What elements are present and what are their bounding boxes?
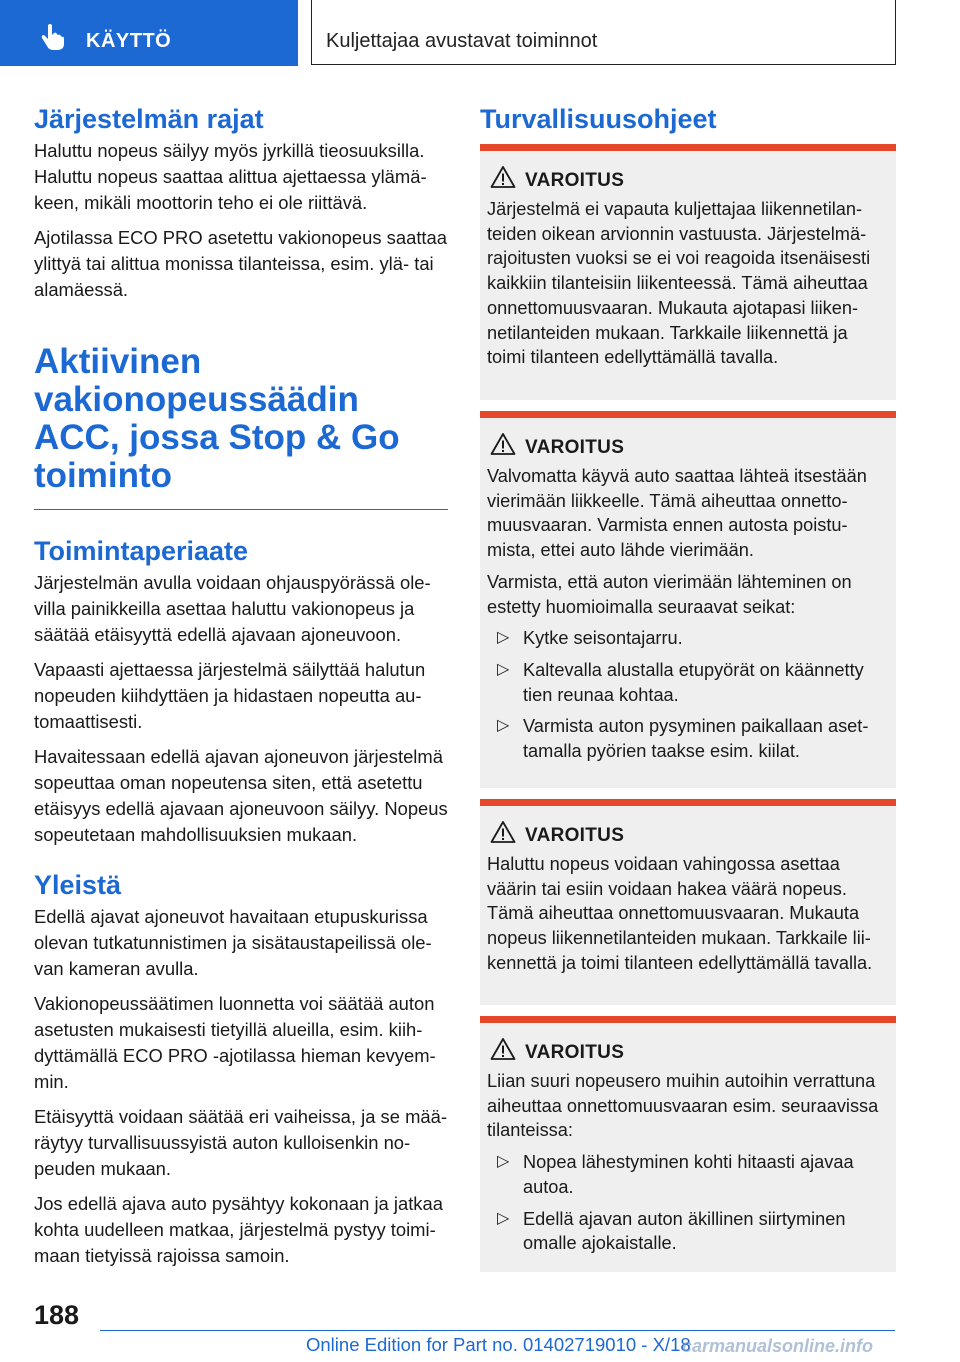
warning-triangle-icon (490, 432, 516, 456)
principle-paragraph: Havaitessaan edellä ajavan ajoneuvon järjestelmä sopeuttaa oman nopeutensa siten, että asetettu etäisyys edellä ajavaan ajoneuvoon säilyy. Nopeus sopeutetaan mahdollisuuksien mukaan. (34, 746, 448, 845)
list-item: ▷ Kytke seisontajarru. (487, 626, 888, 651)
general-paragraph: Edellä ajavat ajoneuvot havaitaan etupuskurissa olevan tutkatunnistimen ja sisätaustapeilissä olevan kameran avulla. (34, 906, 432, 979)
warning-label: VAROITUS (525, 1042, 625, 1063)
list-item: ▷ Nopea lähestyminen kohti hitaasti ajavaa autoa. (497, 1152, 854, 1197)
bullet-list (487, 1150, 888, 1256)
warning-box (480, 411, 896, 788)
warning-text: Haluttu nopeus voidaan vahingossa asettaa väärin tai esiin voidaan hakea väärä nopeus. Tämä aiheuttaa onnettomuusvaaran. Mukauta nopeus liikennetilanteiden mukaan. Tarkkaile liikennettä ja toimi tilanteen edellyttämällä tavalla. (487, 854, 873, 973)
principle-paragraph: Järjestelmän avulla voidaan ohjauspyörässä olevilla painikkeilla asettaa haluttu vakionopeus ja säätää etäisyyttä edellä ajavaan ajoneuvoon. (34, 572, 431, 645)
warning-box (480, 144, 896, 400)
warning-text: Valvomatta käyvä auto saattaa lähteä itsestään vierimään liikkeelle. Tämä aiheuttaa onnettomuusvaaran. Varmista ennen autosta poistumista, ettei auto lähde vierimään. (487, 466, 867, 561)
principle-heading: Toimintaperiaate (34, 536, 249, 566)
watermark: carmanualsonline.info (682, 1336, 874, 1356)
general-paragraph: Jos edellä ajava auto pysähtyy kokonaan ja jatkaa kohta uudelleen matkaa, järjestelmä pystyy toimimaan tietyissä rajoissa samoin. (34, 1193, 443, 1266)
section-tab[interactable] (0, 0, 298, 66)
hand-pointer-icon (38, 22, 68, 52)
list-item: ▷ Edellä ajavan auton äkillinen siirtyminen omalle ajokaistalle. (497, 1208, 846, 1254)
triangle-bullet-icon: ▷ (497, 1209, 510, 1227)
warning-label: VAROITUS (525, 170, 625, 191)
warning-box (480, 1016, 896, 1272)
warning-label: VAROITUS (525, 825, 625, 846)
limits-paragraph: Haluttu nopeus säilyy myös jyrkillä tieosuuksilla. Haluttu nopeus saattaa alittua ajettaessa ylämäkeen, mikäli moottorin teho ei ole riittävä. (34, 140, 427, 213)
chapter-header (311, 0, 896, 65)
warning-triangle-icon (490, 1037, 516, 1061)
bullet-list (487, 626, 888, 764)
principle-paragraph: Vapaasti ajettaessa järjestelmä säilyttää halutun nopeuden kiihdyttäen ja hidastaen nopeutta automaattisesti. (34, 659, 426, 732)
warning-text: Järjestelmä ei vapauta kuljettajaa liikennetilanteiden oikean arvionnin vastuusta. Järjestelmärajoitusten vuoksi se ei voi reagoida itsenäisesti kaikkiin tilanteisiin liikenteessä. Tämä aiheuttaa onnettomuusvaaran. Mukauta ajotapasi liikennetilanteiden mukaan. Tarkkaile liikennettä ja toimi tilanteen edellyttämällä tavalla. (487, 199, 871, 368)
right-column (480, 100, 896, 1254)
general-paragraph: Vakionopeussäätimen luonnetta voi säätää auton asetusten mukaisesti tietyillä alueilla, esim. kiihdyttämällä ECO PRO -ajotilassa hieman kevyemmin. (34, 993, 436, 1092)
limits-paragraph: Ajotilassa ECO PRO asetettu vakionopeus saattaa ylittyä tai alittua monissa tilanteissa, esim. ylä- tai alamäessä. (34, 227, 447, 300)
warning-text: Varmista, että auton vierimään lähteminen on estetty huomioimalla seuraavat seikat: (487, 571, 852, 617)
list-item: ▷ Varmista auton pysyminen paikallaan asettamalla pyörien taakse esim. kiilat. (497, 716, 869, 762)
edition-text: Online Edition for Part no. 01402719010 - X/18 (306, 1334, 691, 1355)
general-paragraph: Etäisyyttä voidaan säätää eri vaiheissa, ja se määräytyy turvallisuussyistä auton kulloisenkin nopeuden mukaan. (34, 1106, 447, 1179)
left-column (34, 100, 448, 1269)
limits-heading: Järjestelmän rajat (34, 104, 264, 134)
triangle-bullet-icon: ▷ (497, 717, 510, 735)
triangle-bullet-icon: ▷ (497, 629, 510, 647)
warning-label: VAROITUS (525, 437, 625, 458)
warning-triangle-icon (490, 165, 516, 189)
main-title: Aktiivinen vakionopeussäädin ACC, jossa Stop & Go toiminto (34, 342, 400, 495)
warning-text: Liian suuri nopeusero muihin autoihin verrattuna aiheuttaa onnettomuusvaaran esim. seuraavissa tilanteissa: (487, 1071, 879, 1141)
list-item: ▷ Kaltevalla alustalla etupyörät on käännetty tien reunaa kohtaa. (497, 659, 864, 705)
page-number: 188 (34, 1300, 80, 1330)
general-heading: Yleistä (34, 870, 122, 900)
triangle-bullet-icon: ▷ (497, 1153, 510, 1171)
footer-divider (100, 1330, 895, 1331)
triangle-bullet-icon: ▷ (497, 660, 510, 678)
warning-box (480, 799, 896, 1005)
chapter-name: Kuljettajaa avustavat toiminnot (326, 30, 598, 52)
warning-triangle-icon (490, 820, 516, 844)
safety-heading: Turvallisuusohjeet (480, 104, 717, 134)
section-name: KÄYTTÖ (86, 30, 172, 52)
title-divider (34, 509, 448, 510)
